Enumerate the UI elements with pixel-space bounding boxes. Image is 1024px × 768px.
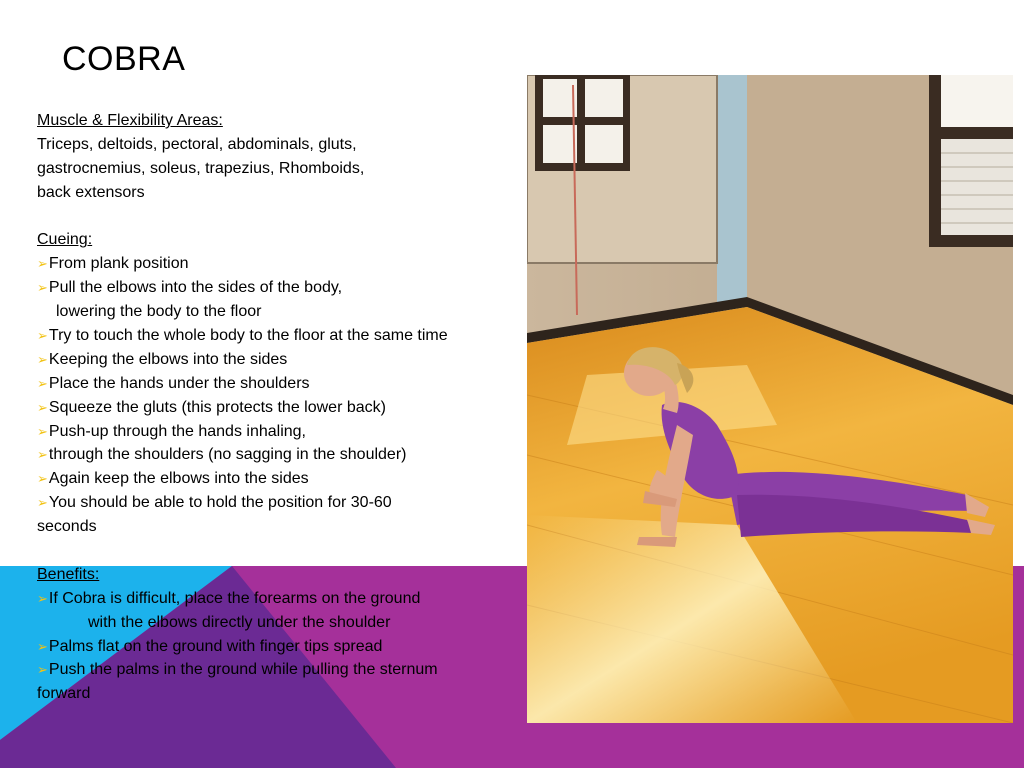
slide-title: COBRA bbox=[62, 40, 186, 78]
cueing-item: ➢From plank position bbox=[37, 255, 189, 273]
spacer bbox=[37, 539, 527, 563]
cobra-pose-photo bbox=[527, 75, 1013, 723]
arrow-bullet-icon: ➢ bbox=[37, 256, 48, 272]
woman-cobra-pose-photo-icon bbox=[527, 75, 1013, 723]
arrow-bullet-icon: ➢ bbox=[37, 662, 48, 678]
arrow-bullet-icon: ➢ bbox=[37, 280, 48, 296]
arrow-bullet-icon: ➢ bbox=[37, 351, 48, 367]
cueing-item: ➢Again keep the elbows into the sides bbox=[37, 470, 309, 488]
arrow-bullet-icon: ➢ bbox=[37, 590, 48, 606]
arrow-bullet-icon: ➢ bbox=[37, 328, 48, 344]
cueing-item: ➢Pull the elbows into the sides of the body, bbox=[37, 279, 343, 297]
spacer bbox=[37, 205, 527, 229]
arrow-bullet-icon: ➢ bbox=[37, 399, 48, 415]
slide-body bbox=[37, 109, 527, 706]
benefits-item: ➢Palms flat on the ground with finger tips spread bbox=[37, 637, 383, 655]
cueing-item: ➢Try to touch the whole body to the floor at the same time bbox=[37, 327, 448, 345]
cueing-item: ➢You should be able to hold the position for 30-60 bbox=[37, 494, 392, 512]
muscles-line: Triceps, deltoids, pectoral, abdominals, gluts, bbox=[37, 135, 357, 153]
cueing-item: ➢Place the hands under the shoulders bbox=[37, 374, 310, 392]
cueing-heading: Cueing: bbox=[37, 231, 93, 249]
benefits-heading: Benefits: bbox=[37, 565, 100, 583]
muscles-line: gastrocnemius, soleus, trapezius, Rhomboids, bbox=[37, 159, 365, 177]
cueing-item: lowering the body to the floor bbox=[56, 303, 262, 321]
benefits-item: with the elbows directly under the shoulder bbox=[88, 613, 391, 631]
arrow-bullet-icon: ➢ bbox=[37, 495, 48, 511]
arrow-bullet-icon: ➢ bbox=[37, 471, 48, 487]
arrow-bullet-icon: ➢ bbox=[37, 638, 48, 654]
benefits-item: forward bbox=[37, 685, 91, 703]
benefits-item: ➢Push the palms in the ground while pulling the sternum bbox=[37, 661, 438, 679]
cueing-item: ➢Squeeze the gluts (this protects the lower back) bbox=[37, 398, 386, 416]
arrow-bullet-icon: ➢ bbox=[37, 375, 48, 391]
benefits-item: ➢If Cobra is difficult, place the forearms on the ground bbox=[37, 589, 421, 607]
arrow-bullet-icon: ➢ bbox=[37, 423, 48, 439]
muscles-heading: Muscle & Flexibility Areas: bbox=[37, 112, 223, 129]
cueing-item: ➢Keeping the elbows into the sides bbox=[37, 350, 288, 368]
cueing-item: ➢through the shoulders (no sagging in the shoulder) bbox=[37, 446, 407, 464]
cueing-item: ➢Push-up through the hands inhaling, bbox=[37, 422, 306, 440]
muscles-line: back extensors bbox=[37, 183, 145, 201]
cueing-item: seconds bbox=[37, 518, 97, 536]
arrow-bullet-icon: ➢ bbox=[37, 447, 48, 463]
